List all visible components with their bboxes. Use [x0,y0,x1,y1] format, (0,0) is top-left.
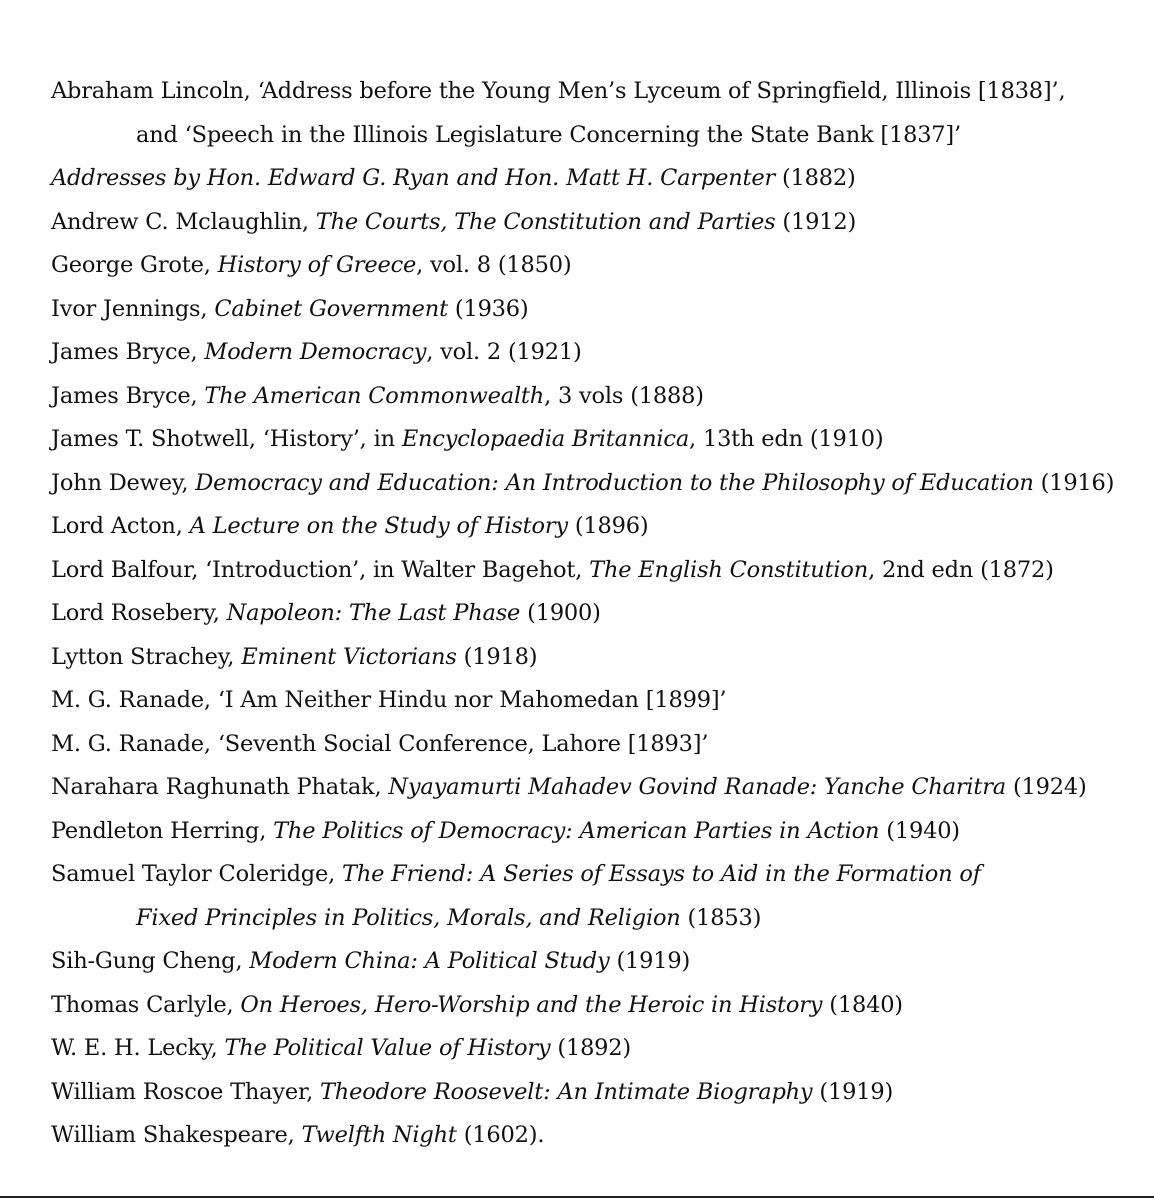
entry-title-italic: Theodore Roosevelt: An Intimate Biography [320,1078,813,1105]
entry-title-italic: Encyclopaedia Britannica [401,426,690,452]
bibliography-entry [51,70,1131,157]
entry-text: (1936) [447,295,529,322]
entry-text: (1918) [456,643,538,670]
entry-text: and ‘Speech in the Illinois Legislature Concerning the State Bank [1837]’ [136,121,961,148]
entry-title-italic: Fixed Principles in Politics, Morals, and Religion [136,904,681,931]
entry-text: (1916) [1033,469,1115,496]
entry-title-italic: History of Greece [217,252,417,278]
entry-title-italic: Modern Democracy [204,339,427,365]
entry-text: (1853) [680,904,762,931]
bibliography-entry [51,853,1131,940]
entry-title-italic: Eminent Victorians [241,643,457,670]
entry-text: , 2nd edn (1872) [868,556,1054,583]
entry-continuation-line [51,897,1131,941]
entry-continuation-line [51,114,1131,158]
entry-text: (1882) [775,165,856,191]
bibliography-entry [51,592,1131,636]
entry-text: Samuel Taylor Coleridge, [51,861,343,887]
bibliography-entry [51,940,1131,984]
entry-text: Sih-Gung Cheng, [51,948,250,974]
bibliography-entry [51,723,1131,767]
bibliography-entry [51,331,1131,375]
entry-text: George Grote, [51,252,218,278]
entry-text: William Roscoe Thayer, [51,1078,320,1105]
page-bottom-rule [0,1196,1154,1198]
entry-text: (1602). [456,1122,545,1148]
entry-text: M. G. Ranade, ‘Seventh Social Conference, Lahore [1893]’ [51,730,709,757]
entry-text: Andrew C. Mclaughlin, [51,208,316,235]
entry-title-italic: Cabinet Government [214,295,448,322]
bibliography-entry [51,418,1131,462]
entry-title-italic: Democracy and Education: An Introduction to the Philosophy of Education [195,469,1034,496]
entry-text: W. E. H. Lecky, [51,1035,225,1061]
entry-text: , vol. 8 (1850) [416,252,572,278]
entry-text: James T. Shotwell, ‘History’, in [51,426,402,452]
entry-title-italic: The English Constitution [589,556,869,583]
entry-text: Ivor Jennings, [51,295,215,322]
entry-text: (1912) [775,208,857,235]
entry-text: Thomas Carlyle, [51,991,241,1018]
entry-title-italic: Napoleon: The Last Phase [226,600,521,626]
entry-title-italic: The Courts, The Constitution and Parties [315,208,776,235]
entry-title-italic: On Heroes, Hero-Worship and the Heroic in History [240,991,823,1018]
entry-title-italic: Twelfth Night [301,1122,457,1148]
bibliography-entry [51,375,1131,419]
entry-title-italic: Nyayamurti Mahadev Govind Ranade: Yanche Charitra [388,774,1006,800]
entry-text: (1900) [520,600,601,626]
entry-text: Lord Rosebery, [51,600,227,626]
entry-text: Lytton Strachey, [51,643,242,670]
entry-text: , 13th edn (1910) [689,426,884,452]
entry-text: (1892) [550,1035,631,1061]
bibliography-entry [51,636,1131,680]
bibliography-entry [51,1027,1131,1071]
entry-title-italic: Modern China: A Political Study [249,948,610,974]
bibliography-entry [51,462,1131,506]
entry-title-italic: The American Commonwealth [204,382,545,409]
bibliography-entry [51,201,1131,245]
bibliography-entry [51,1071,1131,1115]
entry-text: James Bryce, [51,339,205,365]
entry-title-italic: Addresses by Hon. Edward G. Ryan and Hon. Matt H. Carpenter [51,165,776,191]
entry-title-italic: The Friend: A Series of Essays to Aid in the Formation of [342,861,981,887]
bibliography-entry [51,157,1131,201]
entry-title-italic: A Lecture on the Study of History [189,513,568,539]
entry-text: Lord Balfour, ‘Introduction’, in Walter Bagehot, [51,556,590,583]
entry-text: , vol. 2 (1921) [426,339,582,365]
bibliography-entry [51,984,1131,1028]
entry-text: Abraham Lincoln, ‘Address before the Young Men’s Lyceum of Springfield, Illinois [1838]’, [51,78,1066,104]
bibliography-entry [51,505,1131,549]
bibliography-list [51,70,1131,1158]
bibliography-entry [51,549,1131,593]
bibliography-entry [51,679,1131,723]
entry-text: (1896) [567,513,649,539]
bibliography-entry [51,766,1131,810]
bibliography-entry [51,1114,1131,1158]
entry-text: (1919) [812,1078,894,1105]
entry-text: M. G. Ranade, ‘I Am Neither Hindu nor Mahomedan [1899]’ [51,687,727,713]
entry-text: (1919) [609,948,691,974]
entry-text: James Bryce, [51,382,205,409]
entry-text: William Shakespeare, [51,1122,302,1148]
bibliography-entry [51,288,1131,332]
bibliography-entry [51,810,1131,854]
entry-title-italic: The Political Value of History [224,1035,551,1061]
entry-text: Lord Acton, [51,513,190,539]
entry-text: (1840) [822,991,903,1018]
entry-text: John Dewey, [51,469,196,496]
entry-text: Pendleton Herring, [51,817,274,844]
entry-text: (1940) [879,817,960,844]
entry-text: Narahara Raghunath Phatak, [51,774,389,800]
entry-text: (1924) [1006,774,1087,800]
entry-text: , 3 vols (1888) [544,382,704,409]
entry-title-italic: The Politics of Democracy: American Parties in Action [273,817,880,844]
bibliography-entry [51,244,1131,288]
